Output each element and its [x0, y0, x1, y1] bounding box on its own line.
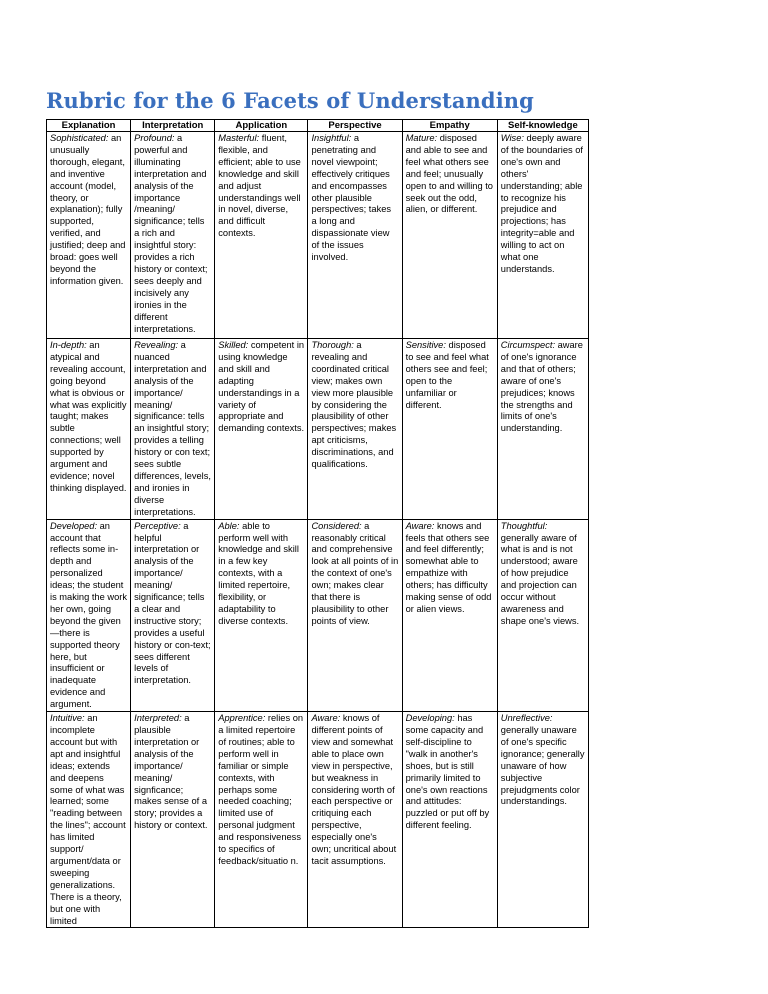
table-row [47, 712, 589, 928]
rubric-cell [308, 132, 402, 339]
cell-description: fluent, flexible, and efficient; able to use knowledge and skill and adjust understandings well in novel, diverse, and difficult contexts. [218, 133, 301, 239]
level-label: Thoughtful: [500, 520, 548, 531]
table-row [47, 339, 589, 520]
rubric-cell [497, 519, 588, 712]
cell-description: an unusually thorough, elegant, and inventive account (model, theory, or explanation); fully supported, verified, and justified; deep and broad: goes well beyond the information given. [50, 133, 126, 286]
rubric-cell [497, 132, 588, 339]
level-label: Apprentice: [218, 713, 266, 724]
rubric-cell [131, 519, 215, 712]
rubric-cell [497, 339, 588, 520]
cell-description: knows and feels that others see and feel differently; somewhat able to empathize with others; has difficulty making sense of odd or alien views. [405, 520, 492, 614]
cell-description: generally aware of what is and is not understood; aware of how prejudice and projection can occur without awareness and shape one's views. [500, 532, 580, 626]
header-application: Application [215, 120, 308, 132]
cell-description: knows of different points of view and somewhat able to place own view in perspective, but weakness in considering worth of each perspective or critiquing each perspective, especially one's own; uncritical about tacit assumptions. [311, 713, 397, 866]
rubric-cell [308, 712, 402, 928]
rubric-cell [131, 712, 215, 928]
level-label: Developing: [405, 713, 455, 724]
cell-description: a revealing and coordinated critical view; makes own view more plausible by considering the plausibility of other perspectives; makes apt criticisms, discriminations, and qualifications. [311, 340, 397, 470]
header-self-knowledge: Self-knowledge [497, 120, 588, 132]
cell-description: disposed to see and feel what others see and feel; open to the unfamiliar or different. [405, 340, 489, 410]
rubric-cell [215, 339, 308, 520]
rubric-cell [215, 712, 308, 928]
page-title: Rubric for the 6 Facets of Understanding [46, 88, 534, 113]
cell-description: a reasonably critical and comprehensive look at all points of in the context of one's own; makes clear that there is plausibility to other points of view. [311, 520, 399, 626]
cell-description: an incomplete account but with apt and insightful ideas; extends and deepens some of what was learned; some "reading between the lines"; account has limited support/ argument/data or sweeping generalizations. There is a theory, but one with limited [50, 713, 126, 926]
cell-description: deeply aware of the boundaries of one's own and others' understanding; able to recognize his prejudice and projections; has integrity=able and willing to act on what one understands. [500, 133, 583, 274]
rubric-cell [215, 519, 308, 712]
level-label: Sophisticated: [50, 133, 109, 143]
level-label: Considered: [311, 520, 362, 531]
header-perspective: Perspective [308, 120, 402, 132]
level-label: Thorough: [311, 340, 354, 350]
level-label: Aware: [405, 520, 435, 531]
cell-description: an account that reflects some in-depth and personalized ideas; the student is making the work her own, going beyond the given—there is supported theory here, but insufficient or inadequate evidence and argument. [50, 520, 127, 710]
rubric-cell [131, 132, 215, 339]
table-row [47, 519, 589, 712]
rubric-cell [308, 519, 402, 712]
level-label: Skilled: [218, 340, 249, 350]
rubric-cell [131, 339, 215, 520]
rubric-cell [402, 339, 497, 520]
cell-description: relies on a limited repertoire of routines; able to perform well in familiar or simple contexts, with perhaps some needed coaching; limited use of personal judgment and responsiveness to specifics of feedback/situatio n. [218, 713, 304, 866]
header-empathy: Empathy [402, 120, 497, 132]
cell-description: an atypical and revealing account, going beyond what is obvious or what was explicitly taught; makes subtle connections; well supported by argument and evidence; novel thinking displayed. [50, 340, 127, 493]
level-label: In-depth: [50, 340, 87, 350]
rubric-cell [47, 519, 131, 712]
header-row [47, 120, 589, 132]
level-label: Insightful: [311, 133, 352, 143]
cell-description: competent in using knowledge and skill and adapting understandings in a variety of appropriate and demanding contexts. [218, 340, 305, 434]
level-label: Interpreted: [134, 713, 182, 724]
cell-description: disposed and able to see and feel what others see and feel; unusually open to and willing to seek out the odd, alien, or different. [405, 133, 493, 215]
header-interpretation: Interpretation [131, 120, 215, 132]
rubric-cell [308, 339, 402, 520]
rubric-cell [402, 132, 497, 339]
rubric-cell [47, 712, 131, 928]
level-label: Mature: [405, 133, 438, 143]
rubric-table [46, 119, 589, 928]
cell-description: a powerful and illuminating interpretation and analysis of the importance /meaning/ significance; tells a rich and insightful story: provides a rich history or context; sees deeply and incisively any ironies in the different interpretations. [134, 133, 208, 334]
level-label: Developed: [50, 520, 98, 531]
level-label: Unreflective: [500, 713, 553, 724]
level-label: Circumspect: [500, 340, 556, 350]
level-label: Profound: [134, 133, 175, 143]
rubric-cell [402, 712, 497, 928]
level-label: Able: [218, 520, 240, 531]
cell-description: a helpful interpretation or analysis of the importance/ meaning/ significance; tells a clear and instructive story; provides a useful history or con-text; sees different levels of interpretation. [134, 520, 211, 686]
cell-description: has some capacity and self-discipline to "walk in another's shoes, but is still primarily limited to one's own reactions and attitudes: puzzled or put off by different feeling. [405, 713, 490, 831]
level-label: Intuitive: [50, 713, 85, 724]
rubric-cell [402, 519, 497, 712]
cell-description: a penetrating and novel viewpoint; effectively critiques and encompasses other plausible perspectives; takes a long and dispassionate view of the issues involved. [311, 133, 392, 263]
rubric-cell [47, 132, 131, 339]
header-explanation: Explanation [47, 120, 131, 132]
rubric-cell [47, 339, 131, 520]
level-label: Perceptive: [134, 520, 181, 531]
cell-description: a nuanced interpretation and analysis of the importance/ meaning/ significance: tells an insightful story; provides a telling history or con text; sees subtle differences, levels, and ironies in diverse interpretations. [134, 340, 211, 517]
rubric-cell [497, 712, 588, 928]
level-label: Sensitive: [405, 340, 446, 350]
rubric-cell [215, 132, 308, 339]
cell-description: able to perform well with knowledge and skill in a few key contexts, with a limited repertoire, flexibility, or adaptability to diverse contexts. [218, 520, 299, 626]
table-row [47, 132, 589, 339]
level-label: Revealing: [134, 340, 179, 350]
level-label: Wise: [500, 133, 524, 143]
level-label: Aware: [311, 713, 341, 724]
cell-description: a plausible interpretation or analysis of the importance/ meaning/ signficance; makes sense of a story; provides a history or context. [134, 713, 208, 831]
cell-description: aware of one's ignorance and that of others; aware of one's prejudices; knows the strengths and limits of one's understanding. [500, 340, 583, 434]
level-label: Masterful: [218, 133, 260, 143]
cell-description: generally unaware of one's specific ignorance; generally unaware of how subjective prejudgments color understandings. [500, 725, 585, 807]
